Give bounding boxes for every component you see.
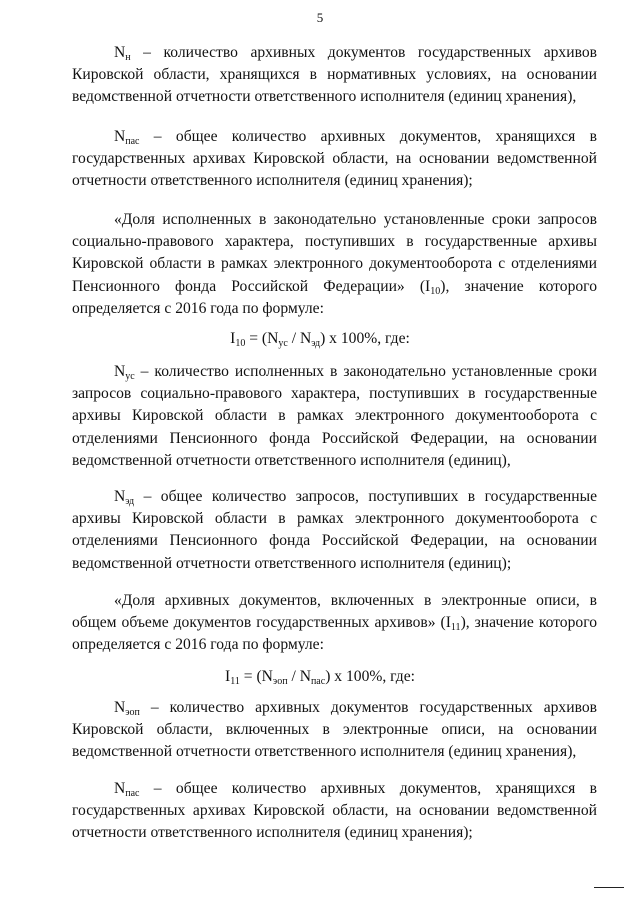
indicator-i11-description: «Доля архивных документов, включенных в электронные описи, в общем объеме документов государственных архивов» $(I_{11})$, значение которого определяется с 2016 года по формуле: [72,592,597,654]
definition-n-executed-requests: $N_{ус}$ – количество исполненных в законодательно установленные сроки запросов социально-правового характера, поступивших в государственные архивы Кировской области в рамках электронного документооборота с отделениями Пенсионного фонда Российской Федерации, на основании ведомственной отчетности ответственного исполнителя (единиц), [72,363,597,469]
page-number: 5 [316,10,324,25]
footer-rule [594,887,624,888]
formula-i10: $I_{10} = (N_{ус} / N_{эд})$ x 100%, где: [230,330,410,349]
definition-n-normative: $N_н$ – количество архивных документов государственных архивов Кировской области, хранящихся в нормативных условиях, на основании ведомственной отчетности ответственного исполнителя (единиц хранения), [72,44,597,106]
definition-n-total-archive: $N_{пас}$ – общее количество архивных документов, хранящихся в государственных архивах Кировской области, на основании ведомственной отчетности ответственного исполнителя (единиц хранения); [72,128,597,190]
indicator-i10-description: «Доля исполненных в законодательно установленные сроки запросов социально-правового характера, поступивших в государственные архивы Кировской области в рамках электронного документооборота с отделениями Пенсионного фонда Российской Федерации» $(I_{10})$, значение которого определяется с 2016 года по формуле: [72,211,597,317]
definition-n-electronic-inventory: $N_{эоп}$ – количество архивных документов государственных архивов Кировской области, включенных в электронные описи, на основании ведомственной отчетности ответственного исполнителя (единиц хранения), [72,699,597,761]
definition-n-total-requests: $N_{эд}$ – общее количество запросов, поступивших в государственные архивы Кировской области в рамках электронного документооборота с отделениями Пенсионного фонда Российской Федерации, на основании ведомственной отчетности ответственного исполнителя (единиц); [72,488,597,572]
formula-i11: $I_{11} = (N_{эоп} / N_{пас})$ x 100%, где: [225,668,415,687]
definition-n-total-archive-repeat: $N_{пас}$ – общее количество архивных документов, хранящихся в государственных архивах Кировской области, на основании ведомственной отчетности ответственного исполнителя (единиц хранения); [72,780,597,842]
